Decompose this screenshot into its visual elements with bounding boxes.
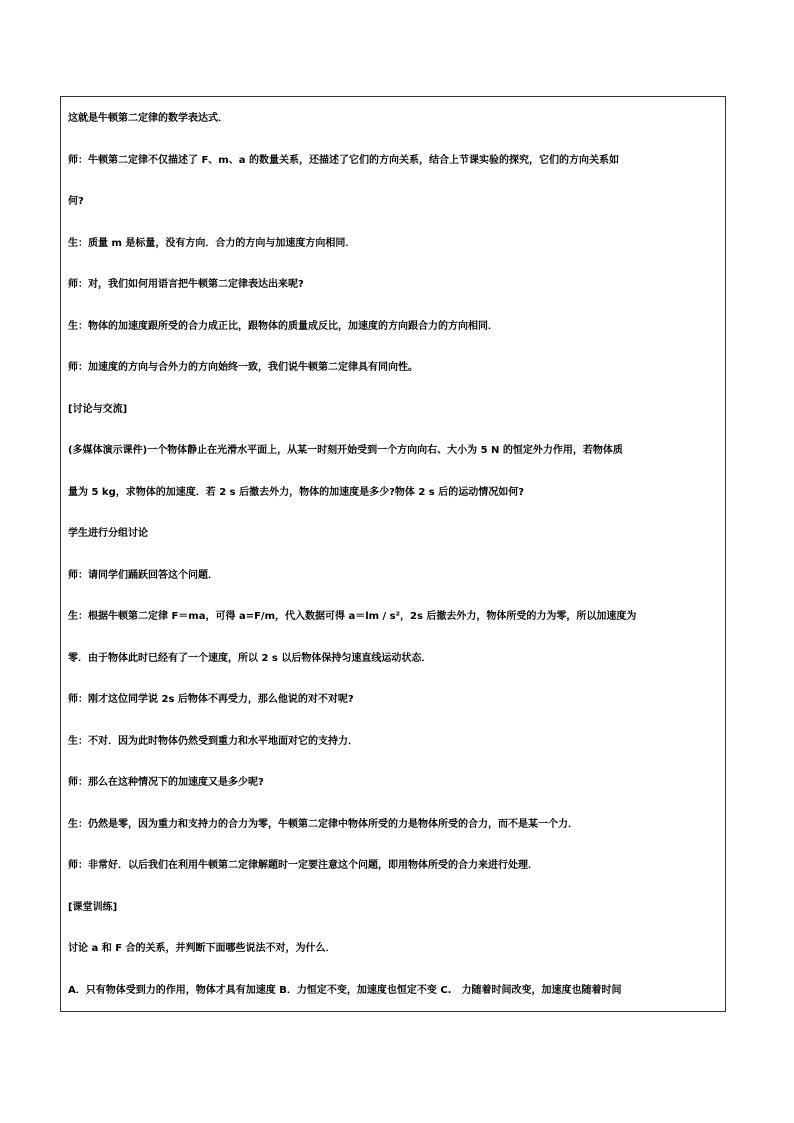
text-line: 生：仍然是零，因为重力和支持力的合力为零，牛顿第二定律中物体所受的力是物体所受的合力，而不是某一个力． <box>68 819 578 830</box>
section-heading: [课堂训练] <box>68 902 118 913</box>
text-line: 师：加速度的方向与合外力的方向始终一致，我们说牛顿第二定律具有同向性。 <box>68 362 418 373</box>
text-line: 学生进行分组讨论 <box>68 528 148 539</box>
text-line: A．只有物体受到力的作用，物体才具有加速度 B．力恒定不变，加速度也恒定不变 C. 力随着时间改变，加速度也随着时间 <box>68 985 622 996</box>
text-line: 生：根据牛顿第二定律 F＝ma，可得 a=F/m，代入数据可得 a＝lm / s²，2s 后撤去外力，物体所受的力为零，所以加速度为 <box>68 611 637 622</box>
text-line: (多媒体演示课件)一个物体静止在光滑水平面上，从某一时刻开始受到一个方向向右、大小为 5 N 的恒定外力作用，若物体质 <box>68 445 623 456</box>
text-line: 师：刚才这位同学说 2s 后物体不再受力，那么他说的对不对呢? <box>68 694 354 705</box>
text-line: 何? <box>68 196 84 207</box>
text-line: 师：对，我们如何用语言把牛顿第二定律表达出来呢? <box>68 279 304 290</box>
text-line: 师：牛顿第二定律不仅描述了 F、m、a 的数量关系，还描述了它们的方向关系，结合上节课实验的探究，它们的方向关系如 <box>68 155 619 166</box>
text-line: 零．由于物体此时已经有了一个速度，所以 2 s 以后物体保持匀速直线运动状态． <box>68 653 432 664</box>
content-frame <box>60 96 726 1012</box>
text-line: 生：物体的加速度跟所受的合力成正比，跟物体的质量成反比，加速度的方向跟合力的方向相同． <box>68 321 498 332</box>
text-line: 这就是牛顿第二定律的数学表达式． <box>68 113 228 124</box>
text-line: 师：那么在这种情况下的加速度又是多少呢? <box>68 777 264 788</box>
section-heading: [讨论与交流] <box>68 404 128 415</box>
text-line: 师：非常好．以后我们在利用牛顿第二定律解题时一定要注意这个问题，即用物体所受的合力来进行处理． <box>68 860 538 871</box>
text-line: 生：质量 m 是标量，没有方向．合力的方向与加速度方向相同． <box>68 238 356 249</box>
text-line: 师：请同学们踊跃回答这个问题． <box>68 570 218 581</box>
text-line: 讨论 a 和 F 合的关系，并判断下面哪些说法不对，为什么． <box>68 943 336 954</box>
text-line: 量为 5 kg，求物体的加速度．若 2 s 后撤去外力，物体的加速度是多少?物体 2 s 后的运动情况如何? <box>68 487 525 498</box>
text-line: 生：不对．因为此时物体仍然受到重力和水平地面对它的支持力． <box>68 736 358 747</box>
